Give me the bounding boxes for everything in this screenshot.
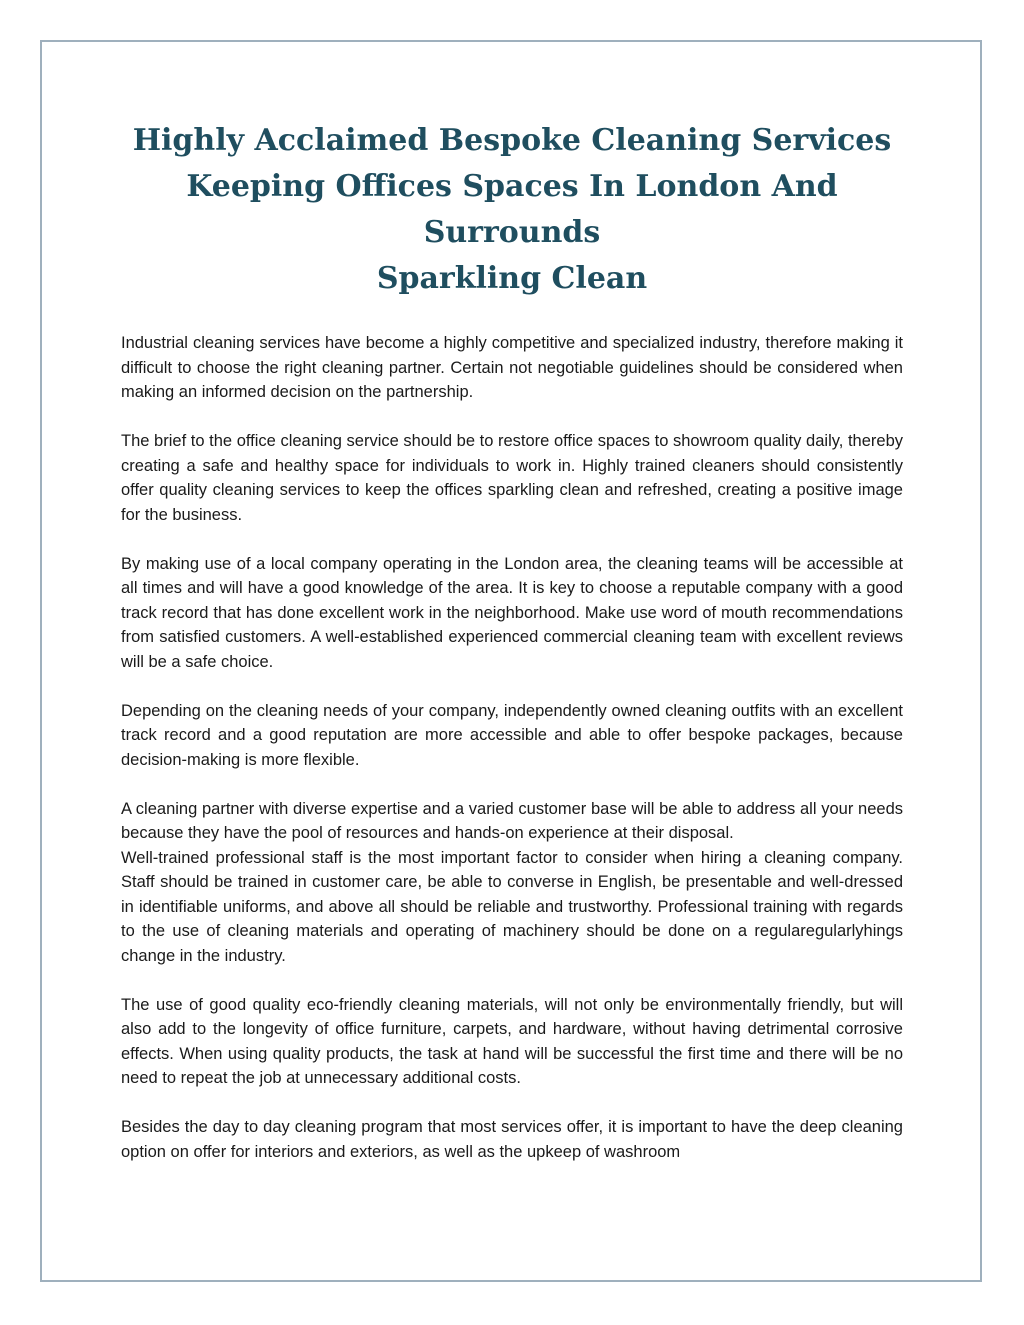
paragraph: Besides the day to day cleaning program that most services offer, it is important to have the deep cleaning option on offer for interiors and exteriors, as well as the upkeep of washroom (121, 1118, 903, 1161)
paragraph: By making use of a local company operating in the London area, the cleaning teams will be accessible at all times and will have a good knowledge of the area. It is key to choose a reputable company with a good track record that has done excellent work in the neighborhood. Make use word of mouth recommendations from satisfied customers. A well-established experienced commercial cleaning team with excellent reviews will be a safe choice. (121, 554, 903, 671)
title-line-1: Highly Acclaimed Bespoke Cleaning Services (132, 123, 892, 158)
paragraph: Well-trained professional staff is the most important factor to consider when hiring a cleaning company. Staff should be trained in customer care, be able to converse in English, be presentable and well-dressed in identifiable uniforms, and above all should be reliable and trustworthy. Professional training with regards to the use of cleaning materials and operating of machinery should be done on a regularegularlyhings change in the industry. (121, 848, 903, 965)
document-title (100, 118, 924, 302)
paragraph: The use of good quality eco-friendly cleaning materials, will not only be environmentally friendly, but will also add to the longevity of office furniture, carpets, and hardware, without having detrimental corrosive effects. When using quality products, the task at hand will be successful the first time and there will be no need to repeat the job at unnecessary additional costs. (121, 995, 903, 1087)
paragraph: Industrial cleaning services have become a highly competitive and specialized industry, therefore making it difficult to choose the right cleaning partner. Certain not negotiable guidelines should be considered when making an informed decision on the partnership. (121, 334, 903, 401)
document-body (121, 331, 903, 1164)
paragraph: Depending on the cleaning needs of your company, independently owned cleaning outfits with an excellent track record and a good reputation are more accessible and able to offer bespoke packages, because decision-making is more flexible. (121, 701, 903, 769)
title-line-3: Sparkling Clean (376, 261, 648, 296)
title-line-2: Keeping Offices Spaces In London And Surrounds (186, 169, 838, 250)
paragraph: The brief to the office cleaning service should be to restore office spaces to showroom quality daily, thereby creating a safe and healthy space for individuals to work in. Highly trained cleaners should consistently offer quality cleaning services to keep the offices sparkling clean and refreshed, creating a positive image for the business. (121, 432, 903, 524)
paragraph: A cleaning partner with diverse expertise and a varied customer base will be able to address all your needs because they have the pool of resources and hands-on experience at their disposal. (121, 799, 903, 842)
